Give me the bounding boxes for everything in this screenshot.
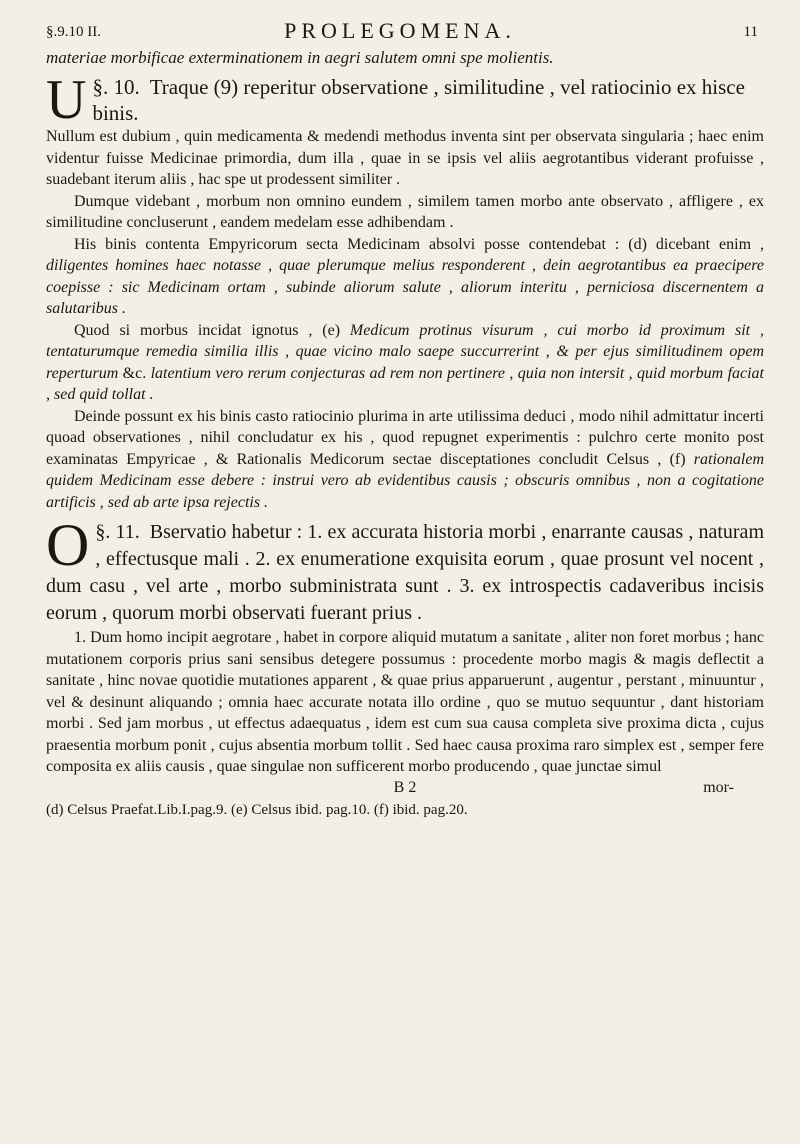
paragraph-4-etc: &c. xyxy=(118,364,151,382)
section-10-paragraph-1: Nullum est dubium , quin medicamenta & medendi methodus inventa sint per observata singularia ; haec enim videntur fuisse Medicinae primordia, dum illa , quae in se ipsis vel aliis aegrotantibus viderant profuisse , suadebant iterum aliis , hac spe ut prodessent similiter . xyxy=(46,128,764,188)
section-10-number: §. 10. xyxy=(92,75,140,99)
dropcap-o: O xyxy=(46,512,90,578)
page-number: 11 xyxy=(743,24,758,40)
paragraph-5-quote: rationalem quidem Medicinam esse debere : instrui vero ab evidentibus causis ; obscuris omnibus , non a cogitatione artificis , sed ab arte ipsa rejectis . xyxy=(46,450,764,511)
catchword: mor- xyxy=(703,778,734,796)
signature-mark: B 2 xyxy=(393,778,417,796)
continued-line: materiae morbificae exterminationem in aegri salutem omni spe molientis. xyxy=(46,48,554,67)
section-11-heading xyxy=(46,512,764,627)
paragraph-4-quote-2: latentium vero rerum conjecturas ad rem non pertinere , quia non intersit , quid morbum faciat , sed quid tollat . xyxy=(46,364,764,403)
section-11-paragraph-1: 1. Dum homo incipit aegrotare , habet in corpore aliquid mutatum a sanitate , aliter non foret morbus ; hanc mutationem corporis prius sani sensibus detegere possumus : procedente morbo magis & magis deflectit a sanitate , hinc novae quotidie mutationes apparent , & quae prius apparuerunt , augentur , perstant , minuuntur , vel & desinunt aliquando ; omnia haec accurate notata illo ordine , quo se mutuo sequuntur , dant historiam morbi . Sed jam morbus , ut effectus adaequatus , idem est cum sua causa completa sive proxima dicta , cujus praesentia morbum ponit , cujus absentia morbum tollit . Sed haec causa proxima raro simplex est , semper fere composita ex aliis causis , quae singulae non sufficerent morbo producendo , quae junctae simul xyxy=(46,629,764,775)
section-range: §.9.10 II. xyxy=(46,24,101,40)
page-title: PROLEGOMENA. xyxy=(284,18,516,43)
section-10-heading xyxy=(46,69,764,131)
paragraph-4-roman: Quod si morbus incidat ignotus , (e) xyxy=(74,321,350,339)
section-11-number: §. 11. xyxy=(95,521,140,543)
section-10-paragraph-3 xyxy=(46,234,764,320)
dropcap-u: U xyxy=(46,69,87,131)
paragraph-5-roman: Deinde possunt ex his binis casto ratiocinio plurima in arte utilissima deduci , modo nihil admittatur incerti quoad observationes , nihil concludatur ex his , quod repugnet experimentis : pulchro certe monito post examinatas Empyricae , & Rationalis Medicorum sectae disceptationes concludit Celsus , (f) xyxy=(46,407,764,468)
section-11-heading-text: Bservatio habetur : 1. ex accurata historia morbi , enarrante causas , naturam , effectusque mali . 2. ex enumeratione exquisita eorum , quae prosunt vel nocent , dum casu , vel arte , morbo subministrata sunt . 3. ex introspectis cadaveribus incisis eorum , quorum morbi observati fuerant prius . xyxy=(46,521,764,624)
paragraph-3-quote: diligentes homines haec notasse , quae plerumque melius responderent , dein aegrotantibus ea praecipere coepisse : sic Medicinam ortam , subinde aliorum salute , aliorum interitu , perniciosa discernentem a salutaribus . xyxy=(46,257,764,317)
section-10-paragraph-5 xyxy=(46,406,764,514)
paragraph-4-quote: Medicum protinus visurum , cui morbo id proximum sit , tentaturumque remedia similia illis , quae vicino malo saepe succurrerint , & per ejus similitudinem opem reperturum xyxy=(46,321,765,382)
running-head xyxy=(36,14,764,48)
section-10-heading-text: Traque (9) reperitur observatione , similitudine , vel ratiocinio ex hisce binis. xyxy=(92,75,745,125)
paragraph-3-roman: His binis contenta Empyricorum secta Medicinam absolvi posse contendebat : (d) dicebant enim , xyxy=(74,235,764,253)
section-10-paragraph-4 xyxy=(46,320,764,406)
footnotes: (d) Celsus Praefat.Lib.I.pag.9. (e) Celsus ibid. pag.10. (f) ibid. pag.20. xyxy=(46,801,468,818)
signature-line xyxy=(46,778,764,798)
section-10-paragraph-2: Dumque videbant , morbum non omnino eundem , similem tamen morbo ante observato , affligere , ex similitudine concluserunt , eandem medelam esse adhibendam . xyxy=(46,192,764,231)
